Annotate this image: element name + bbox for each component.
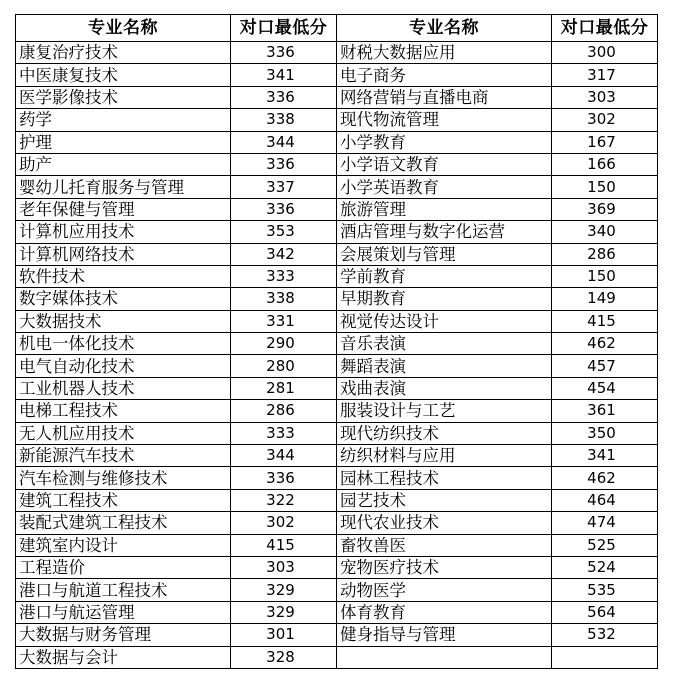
major-name-left: 无人机应用技术 — [16, 422, 231, 444]
major-name-right: 园林工程技术 — [337, 467, 552, 489]
min-score-right: 302 — [552, 109, 658, 131]
table-row — [16, 512, 658, 534]
min-score-right: 457 — [552, 355, 658, 377]
min-score-left: 336 — [231, 198, 337, 220]
major-name-left: 计算机应用技术 — [16, 221, 231, 243]
table-row — [16, 646, 658, 668]
min-score-left: 337 — [231, 176, 337, 198]
major-name-right: 畜牧兽医 — [337, 534, 552, 556]
min-score-right: 462 — [552, 467, 658, 489]
major-name-left: 软件技术 — [16, 265, 231, 287]
min-score-right: 166 — [552, 153, 658, 175]
min-score-right: 524 — [552, 556, 658, 578]
major-name-right: 学前教育 — [337, 265, 552, 287]
table-row — [16, 355, 658, 377]
major-name-right: 宠物医疗技术 — [337, 556, 552, 578]
min-score-left: 329 — [231, 579, 337, 601]
min-score-left: 415 — [231, 534, 337, 556]
table-row — [16, 489, 658, 511]
table-row — [16, 534, 658, 556]
major-name-right: 纺织材料与应用 — [337, 445, 552, 467]
major-name-right: 音乐表演 — [337, 333, 552, 355]
major-name-right: 园艺技术 — [337, 489, 552, 511]
major-name-left: 大数据技术 — [16, 310, 231, 332]
major-name-right — [337, 646, 552, 668]
header-min-score-right: 对口最低分 — [552, 15, 658, 42]
major-name-right: 旅游管理 — [337, 198, 552, 220]
min-score-right: 341 — [552, 445, 658, 467]
major-name-left: 数字媒体技术 — [16, 288, 231, 310]
major-name-left: 装配式建筑工程技术 — [16, 512, 231, 534]
major-name-left: 助产 — [16, 153, 231, 175]
major-name-left: 计算机网络技术 — [16, 243, 231, 265]
min-score-right: 462 — [552, 333, 658, 355]
major-name-left: 康复治疗技术 — [16, 42, 231, 64]
table-row — [16, 221, 658, 243]
major-name-right: 财税大数据应用 — [337, 42, 552, 64]
major-name-right: 现代纺织技术 — [337, 422, 552, 444]
min-score-left: 290 — [231, 333, 337, 355]
major-name-right: 早期教育 — [337, 288, 552, 310]
table-row — [16, 64, 658, 86]
major-name-right: 小学教育 — [337, 131, 552, 153]
major-name-right: 小学语文教育 — [337, 153, 552, 175]
major-name-right: 会展策划与管理 — [337, 243, 552, 265]
table-row — [16, 176, 658, 198]
table-row — [16, 86, 658, 108]
min-score-left: 353 — [231, 221, 337, 243]
min-score-left: 336 — [231, 467, 337, 489]
header-major-name-right: 专业名称 — [337, 15, 552, 42]
table-row — [16, 400, 658, 422]
min-score-left: 280 — [231, 355, 337, 377]
min-score-right: 149 — [552, 288, 658, 310]
min-score-left: 338 — [231, 288, 337, 310]
min-score-left: 281 — [231, 377, 337, 399]
min-score-left: 341 — [231, 64, 337, 86]
min-score-left: 333 — [231, 422, 337, 444]
min-score-left: 333 — [231, 265, 337, 287]
min-score-right: 474 — [552, 512, 658, 534]
major-name-right: 动物医学 — [337, 579, 552, 601]
min-score-left: 342 — [231, 243, 337, 265]
table-row — [16, 42, 658, 64]
table-row — [16, 153, 658, 175]
major-name-right: 网络营销与直播电商 — [337, 86, 552, 108]
min-score-right: 564 — [552, 601, 658, 623]
min-score-right: 532 — [552, 624, 658, 646]
min-score-right: 303 — [552, 86, 658, 108]
table-row — [16, 131, 658, 153]
major-name-left: 护理 — [16, 131, 231, 153]
table-row — [16, 333, 658, 355]
score-table — [15, 14, 658, 669]
min-score-right: 535 — [552, 579, 658, 601]
header-major-name-left: 专业名称 — [16, 15, 231, 42]
min-score-right: 300 — [552, 42, 658, 64]
major-name-left: 医学影像技术 — [16, 86, 231, 108]
major-name-right: 戏曲表演 — [337, 377, 552, 399]
min-score-right: 454 — [552, 377, 658, 399]
min-score-right: 167 — [552, 131, 658, 153]
min-score-left: 336 — [231, 42, 337, 64]
table-row — [16, 624, 658, 646]
min-score-right: 464 — [552, 489, 658, 511]
major-name-right: 小学英语教育 — [337, 176, 552, 198]
min-score-right: 317 — [552, 64, 658, 86]
min-score-left: 286 — [231, 400, 337, 422]
major-name-left: 中医康复技术 — [16, 64, 231, 86]
major-name-right: 服装设计与工艺 — [337, 400, 552, 422]
major-name-right: 视觉传达设计 — [337, 310, 552, 332]
table-row — [16, 579, 658, 601]
table-row — [16, 310, 658, 332]
min-score-left: 329 — [231, 601, 337, 623]
table-row — [16, 377, 658, 399]
major-name-left: 汽车检测与维修技术 — [16, 467, 231, 489]
major-name-right: 电子商务 — [337, 64, 552, 86]
table-row — [16, 601, 658, 623]
table-row — [16, 109, 658, 131]
major-name-right: 体育教育 — [337, 601, 552, 623]
min-score-left: 336 — [231, 86, 337, 108]
major-name-left: 大数据与财务管理 — [16, 624, 231, 646]
min-score-left: 344 — [231, 445, 337, 467]
major-name-right: 健身指导与管理 — [337, 624, 552, 646]
min-score-right: 369 — [552, 198, 658, 220]
major-name-left: 婴幼儿托育服务与管理 — [16, 176, 231, 198]
min-score-left: 302 — [231, 512, 337, 534]
min-score-right: 150 — [552, 176, 658, 198]
table-row — [16, 422, 658, 444]
major-name-left: 港口与航运管理 — [16, 601, 231, 623]
min-score-left: 344 — [231, 131, 337, 153]
major-name-left: 港口与航道工程技术 — [16, 579, 231, 601]
major-name-left: 建筑室内设计 — [16, 534, 231, 556]
major-name-left: 建筑工程技术 — [16, 489, 231, 511]
min-score-left: 301 — [231, 624, 337, 646]
major-name-right: 现代农业技术 — [337, 512, 552, 534]
major-name-left: 工业机器人技术 — [16, 377, 231, 399]
table-row — [16, 445, 658, 467]
major-name-left: 电梯工程技术 — [16, 400, 231, 422]
min-score-left: 322 — [231, 489, 337, 511]
min-score-right: 350 — [552, 422, 658, 444]
major-name-left: 电气自动化技术 — [16, 355, 231, 377]
major-name-left: 老年保健与管理 — [16, 198, 231, 220]
min-score-right: 150 — [552, 265, 658, 287]
major-name-left: 机电一体化技术 — [16, 333, 231, 355]
min-score-right: 415 — [552, 310, 658, 332]
major-name-left: 新能源汽车技术 — [16, 445, 231, 467]
major-name-right: 酒店管理与数字化运营 — [337, 221, 552, 243]
header-row — [16, 15, 658, 42]
min-score-right: 361 — [552, 400, 658, 422]
table-row — [16, 467, 658, 489]
major-name-left: 药学 — [16, 109, 231, 131]
table-row — [16, 243, 658, 265]
min-score-right: 525 — [552, 534, 658, 556]
major-name-right: 舞蹈表演 — [337, 355, 552, 377]
min-score-left: 331 — [231, 310, 337, 332]
header-min-score-left: 对口最低分 — [231, 15, 337, 42]
min-score-left: 328 — [231, 646, 337, 668]
major-name-right: 现代物流管理 — [337, 109, 552, 131]
min-score-right — [552, 646, 658, 668]
major-name-left: 大数据与会计 — [16, 646, 231, 668]
table-row — [16, 288, 658, 310]
table-row — [16, 198, 658, 220]
min-score-right: 340 — [552, 221, 658, 243]
min-score-left: 336 — [231, 153, 337, 175]
table-body — [16, 42, 658, 669]
table-row — [16, 556, 658, 578]
min-score-left: 338 — [231, 109, 337, 131]
major-name-left: 工程造价 — [16, 556, 231, 578]
min-score-right: 286 — [552, 243, 658, 265]
min-score-left: 303 — [231, 556, 337, 578]
table-row — [16, 265, 658, 287]
